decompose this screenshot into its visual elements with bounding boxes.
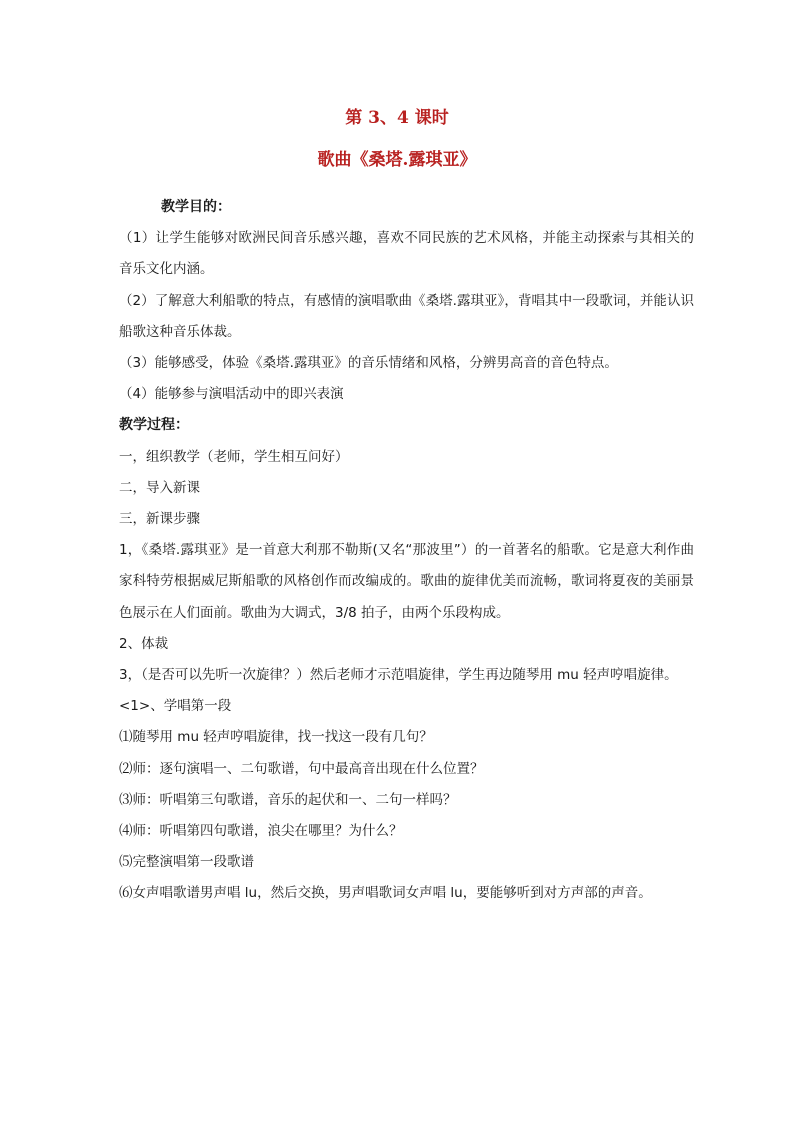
objective-item: （2）了解意大利船歌的特点，有感情的演唱歌曲《桑塔.露琪亚》，背唱其中一段歌词，并能认识船歌这种音乐体裁。 (119, 292, 694, 340)
process-step: ⑶师：听唱第三句歌谱，音乐的起伏和一、二句一样吗？ (119, 791, 457, 808)
process-step: ⑴随琴用 mu 轻声哼唱旋律，找一找这一段有几句？ (119, 729, 433, 746)
process-step: 3，（是否可以先听一次旋律？）然后老师才示范唱旋律，学生再边随琴用 mu 轻声哼唱旋律。 (119, 667, 678, 684)
objective-item: （1）让学生能够对欧洲民间音乐感兴趣，喜欢不同民族的艺术风格，并能主动探索与其相关的音乐文化内涵。 (119, 230, 694, 278)
process-step: ⑵师：逐句演唱一、二句歌谱，句中最高音出现在什么位置？ (119, 760, 484, 777)
document-body (119, 192, 694, 910)
process-step: 1，《桑塔.露琪亚》是一首意大利那不勒斯(又名“那波里”）的一首著名的船歌。它是意大利作曲家科特劳根据威尼斯船歌的风格创作而改编成的。歌曲的旋律优美而流畅，歌词将夏夜的美丽景色展示在人们面前。歌曲为大调式，3/8 拍子，由两个乐段构成。 (119, 542, 694, 621)
process-step: ⑹女声唱歌谱男声唱 lu，然后交换，男声唱歌词女声唱 lu，要能够听到对方声部的声音。 (119, 885, 652, 902)
song-title: 歌曲《桑塔.露琪亚》 (317, 150, 477, 170)
process-step: <1>、学唱第一段 (119, 698, 232, 715)
process-step: ⑸完整演唱第一段歌谱 (119, 854, 254, 871)
objective-item: （4）能够参与演唱活动中的即兴表演 (119, 386, 344, 403)
process-step: 三，新课步骤 (119, 511, 200, 528)
process-heading: 教学过程： (119, 417, 189, 434)
process-step: ⑷师：听唱第四句歌谱，浪尖在哪里？为什么？ (119, 823, 403, 840)
objectives-heading: 教学目的： (161, 199, 231, 215)
process-step: 二，导入新课 (119, 479, 200, 496)
objective-item: （3）能够感受，体验《桑塔.露琪亚》的音乐情绪和风格，分辨男高音的音色特点。 (119, 355, 618, 372)
lesson-number-title: 第 3、4 课时 (345, 108, 449, 128)
process-step: 2、体裁 (119, 635, 169, 652)
process-step: 一，组织教学（老师，学生相互问好） (119, 448, 349, 465)
